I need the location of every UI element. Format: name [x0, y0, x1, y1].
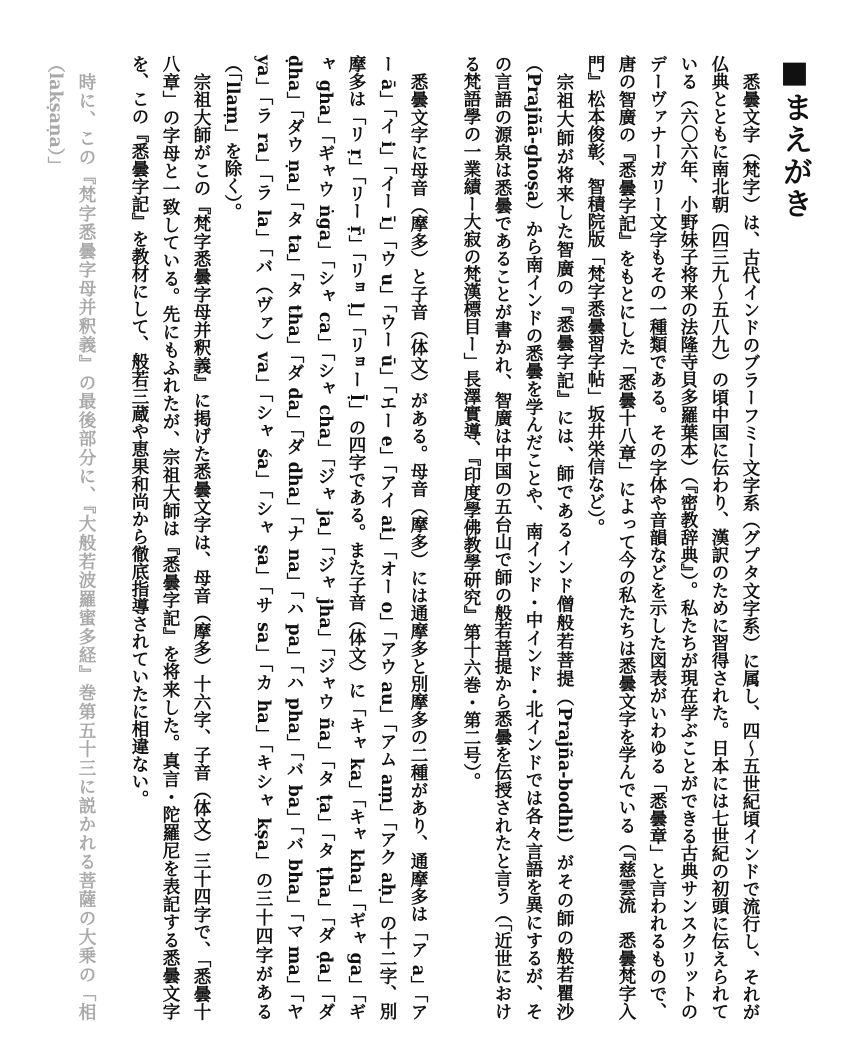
paragraph-shittanjiki: 宗祖大師が将来した智廣の『悉曇字記』には、師であるインド僧般若菩提（Prajña-bodhi）がその師の般若瞿沙（Prajñā-ghoṣa）から南インドの悉曇を学んだことや、南インド・中インド・北インドでは各々言語を異にするが、その言語の源泉は悉曇であることが書かれ、智廣は中国の五台山で師の般若菩提から悉曇を伝授されたと言う（「近世における梵語學の一業績ー大寂の梵漢標目ー」長澤實導、『印度學佛教學研究』第十六巻・第二号）。 [461, 55, 574, 1020]
paragraph-intro: 悉曇文字（梵字）は、古代インドのブラーフミー文字系（グプタ文字系）に属し、四～五世紀頃インドで流行し、それが仏典とともに南北朝（四三九～五八九）の頃中国に伝わり、漢訳のために習得された。日本には七世紀の初頭に伝えられている（六〇六年、小野妹子将来の法隆寺貝多羅葉本）（『密教辞典』）。私たちが現在学ぶことができる古典サンスクリットのデーヴァナーガリー文字もその一種類である。その字体や音韻などを示した図表がいわゆる「悉曇章」と言われるもので、唐の智廣の『悉曇字記』をもとにした「悉曇十八章」によって今の私たちは悉曇文字を学んでいる（『慈雲流 悉曇梵字入門』松本俊彰、智積院版「梵字悉曇習字帖」坂井栄信など）。 [585, 55, 760, 1021]
paragraph-faded-continuation: 時に、この『梵字悉曇字母并釈義』の最後部分に、『大般若波羅蜜多経』巻第五十三に説かれる菩薩の大乗の「相（lakṣaṇa）」 [45, 55, 96, 1020]
page-title [771, 55, 817, 1020]
title-text: まえがき [777, 92, 812, 220]
paragraph-founder: 宗祖大師がこの『梵字悉曇字母并釈義』に掲げた悉曇文字は、母音（摩多）十六字、子音（体文）三十四字で、「悉曇十八章」の字母と一致している。先にもふれたが、宗祖大師は『悉曇字記』を将来した。真言・陀羅尼を表記する悉曇文字を、この『悉曇字記』を教材にして、般若三蔵や恵果和尚から徹底指導されていたに相違ない。 [129, 55, 211, 1020]
paragraph-vowels-consonants: 悉曇文字に母音（摩多）と子音（体文）がある。母音（摩多）には通摩多と別摩多の二種があり、通摩多は「ア a」「アー ā」「イ i」「イー ī」「ウ u」「ウー ū」「エー e」「アイ ai」「オー o」「アウ au」「アム aṃ」「アク aḥ」の十二字、別摩多は「リ ṛ」「リー ṝ」「リョ ḷ」「リョー ḹ」の四字である。また子音（体文）に「キャ ka」「キャ kha」「ギャ ga」「ギャ gha」「ギャウ ṅga」「シャ ca」「シャ cha」「ジャ ja」「ジャ jha」「ジャウ ña」「タ ṭa」「タ ṭha」「ダ ḍa」「ダ ḍha」「ダウ ṇa」「タ ta」「タ tha」「ダ da」「ダ dha」「ナ na」「ハ pa」「ハ pha」「バ ba」「バ bha」「マ ma」「ヤ ya」「ラ ra」「ラ la」「バ（ヴァ）va」「シャ śa」「シャ ṣa」「サ sa」「カ ha」「キシャ kṣa」の三十四字がある（「llaṃ」を除く）。 [222, 55, 428, 1020]
square-mark-icon: ■ [777, 55, 812, 92]
vertical-text-block [45, 55, 817, 1021]
section-gap [433, 55, 455, 1020]
section-gap-2 [101, 55, 123, 1020]
